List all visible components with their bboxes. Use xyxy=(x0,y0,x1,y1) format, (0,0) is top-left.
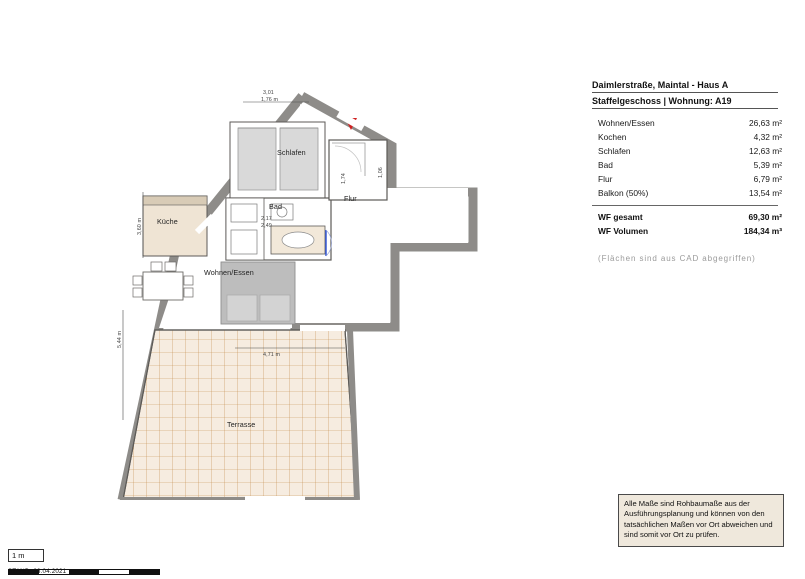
apartment-info-panel xyxy=(592,80,782,264)
revision-date: STAND: 23.04.2021 xyxy=(8,568,67,575)
area-row xyxy=(592,116,782,130)
total-name: WF Volumen xyxy=(598,226,649,237)
disclaimer-text: Alle Maße sind Rohbaumaße aus der Ausführungsplanung und können von den tatsächlichen Maßen vor Ort abweichen und sind somit vor Ort zu prüfen. xyxy=(624,499,773,540)
total-row xyxy=(592,210,782,225)
subtitle-divider xyxy=(592,108,778,109)
area-row xyxy=(592,186,782,200)
cad-note: (Flächen sind aus CAD abgegriffen) xyxy=(598,253,756,263)
area-row xyxy=(592,172,782,186)
totals-list xyxy=(592,210,782,239)
area-row xyxy=(592,130,782,144)
dimension-bottom: 4,71 m xyxy=(263,352,281,358)
room-kuche xyxy=(143,196,207,256)
disclaimer-box xyxy=(618,494,784,547)
scale-segment xyxy=(99,570,129,574)
area-value: 13,54 m² xyxy=(748,188,782,199)
room-schlafen xyxy=(230,122,325,200)
area-name: Kochen xyxy=(598,132,627,143)
area-row xyxy=(592,144,782,158)
total-value: 184,34 m³ xyxy=(743,226,782,237)
room-label-kuche: Küche xyxy=(157,217,178,226)
total-row xyxy=(592,224,782,239)
totals-divider xyxy=(592,205,778,206)
dimension-flur: 1,74 xyxy=(341,173,347,184)
dimension-bad: 2,17 xyxy=(261,216,272,222)
terrace-area xyxy=(123,330,357,500)
scale-label: 1 m xyxy=(8,549,44,562)
unit-subtitle: Staffelgeschoss | Wohnung: A19 xyxy=(592,96,732,106)
area-name: Wohnen/Essen xyxy=(598,118,655,128)
total-value: 69,30 m² xyxy=(748,211,782,222)
area-list xyxy=(592,116,782,201)
room-label-schlafen: Schlafen xyxy=(277,148,306,157)
area-value: 26,63 m² xyxy=(748,118,782,128)
room-label-flur: Flur xyxy=(344,194,357,203)
dimension-bad-2: 2,49 xyxy=(261,223,272,229)
total-name: WF gesamt xyxy=(598,211,643,222)
room-label-bad: Bad xyxy=(269,202,283,211)
area-value: 6,79 m² xyxy=(753,174,782,185)
scale-segment xyxy=(69,570,99,574)
area-row xyxy=(592,158,782,172)
title-divider xyxy=(592,92,778,93)
area-name: Balkon (50%) xyxy=(598,188,649,199)
scale-segment xyxy=(129,570,159,574)
dimension-top: 3,01 xyxy=(263,90,274,96)
floor-plan-drawing xyxy=(95,80,515,500)
area-value: 5,39 m² xyxy=(753,160,782,171)
dimension-right: 1,06 xyxy=(378,167,384,178)
dimension-top-2: 1,76 m xyxy=(261,97,279,103)
area-name: Flur xyxy=(598,174,613,185)
project-title: Daimlerstraße, Maintal - Haus A xyxy=(592,80,729,90)
dimension-left-upper: 3,60 m xyxy=(137,217,143,235)
area-name: Bad xyxy=(598,160,613,171)
room-label-terrasse: Terrasse xyxy=(227,420,256,429)
area-value: 4,32 m² xyxy=(753,132,782,143)
area-name: Schlafen xyxy=(598,146,631,157)
area-value: 12,63 m² xyxy=(748,146,782,157)
dimension-left-lower: 5,44 m xyxy=(117,330,123,348)
room-label-wohnen-essen: Wohnen/Essen xyxy=(204,268,254,277)
